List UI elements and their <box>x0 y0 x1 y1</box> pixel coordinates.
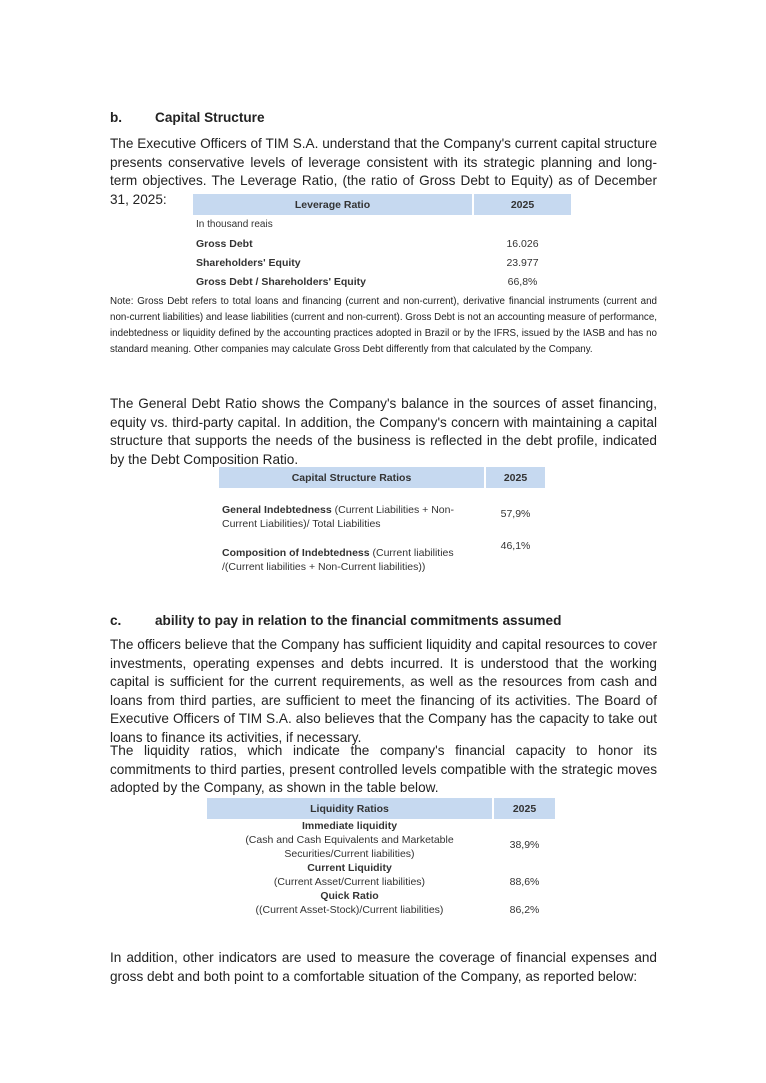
row-formula: (Current Liabilities + Non-Current Liabilities)/ Total Liabilities <box>222 504 454 530</box>
row-label <box>207 819 492 861</box>
liquidity-table <box>205 798 557 917</box>
column-header: 2025 <box>474 194 571 215</box>
row-title: Composition of Indebtedness <box>222 547 370 559</box>
row-value: 16.026 <box>506 237 539 250</box>
leverage-table <box>191 194 573 291</box>
row-label: Gross Debt / Shareholders' Equity <box>196 275 366 288</box>
row-title: Immediate liquidity <box>301 820 398 832</box>
row-label <box>219 540 484 580</box>
row-title: General Indebtedness <box>222 504 332 516</box>
column-header: 2025 <box>486 467 545 488</box>
row-label: Gross Debt <box>196 237 253 250</box>
column-header: Capital Structure Ratios <box>219 467 484 488</box>
row-formula: ((Current Asset-Stock)/Current liabilities) <box>255 904 444 916</box>
row-value: 57,9% <box>500 508 531 520</box>
note: Note: Gross Debt refers to total loans and financing (current and non-current), derivative financial instruments (current and non-current liabilities) and lease liabilities (current and non-current). Gross Debt is not an accounting measure of performance, indebtedness or liquidity defined by the accounting practices adopted in Brazil or by the IFRS, issued by the IASB and has no standard meaning. Other companies may calculate Gross Debt differently from that calculated by the Company. <box>110 296 657 355</box>
column-header: Liquidity Ratios <box>207 798 492 819</box>
row-formula: (Cash and Cash Equivalents and Marketable Securities/Current liabilities) <box>245 834 454 860</box>
row-value: 46,1% <box>500 540 531 552</box>
row-value: 86,2% <box>509 904 540 916</box>
paragraph: The officers believe that the Company has sufficient liquidity and capital resources to cover investments, operating expenses and debts incurred. It is understood that the working capital is sufficient for the current requirements, as well as the resources from cash and loans from third parties, are sufficient to meet the financing of its activities. The Board of Executive Officers of TIM S.A. also believes that the Company has the capacity to take out loans to finance its activities, if necessary. <box>110 637 657 745</box>
paragraph: In addition, other indicators are used to measure the coverage of financial expenses and gross debt and both point to a comfortable situation of the Company, as reported below: <box>110 950 657 984</box>
unit-label: In thousand reais <box>196 219 273 230</box>
section-c-heading <box>110 613 561 628</box>
row-formula: (Current Asset/Current liabilities) <box>273 876 426 888</box>
row-value: 38,9% <box>509 839 540 851</box>
paragraph: The liquidity ratios, which indicate the company's financial capacity to honor its commitments to third parties, present controlled levels compatible with the strategic moves adopted by the Company, as shown in the table below. <box>110 743 657 795</box>
row-label <box>207 889 492 917</box>
row-title: Current Liquidity <box>307 862 392 874</box>
section-b-heading <box>110 110 265 125</box>
row-value: 66,8% <box>507 275 538 288</box>
section-title: ability to pay in relation to the financial commitments assumed <box>155 613 562 628</box>
row-formula: (Current liabilities /(Current liabilities + Non-Current liabilities)) <box>222 547 454 573</box>
row-title: Quick Ratio <box>320 890 379 902</box>
column-header: 2025 <box>494 798 555 819</box>
paragraph: The General Debt Ratio shows the Company's balance in the sources of asset financing, equity vs. third-party capital. In addition, the Company's concern with maintaining a capital structure that supports the needs of the business is reflected in the debt profile, indicated by the Debt Composition Ratio. <box>110 396 657 467</box>
capital-structure-table <box>217 467 547 580</box>
section-number: b. <box>110 110 123 125</box>
row-value: 23.977 <box>506 256 539 269</box>
row-label <box>219 488 484 540</box>
paragraph: The Executive Officers of TIM S.A. understand that the Company's current capital structure presents conservative levels of leverage consistent with its strategic planning and long-term objectives. The Leverage Ratio, (the ratio of Gross Debt to Equity) as of December 31, 2025: <box>110 136 657 207</box>
row-label <box>207 861 492 889</box>
row-label: Shareholders' Equity <box>196 256 301 269</box>
row-value: 88,6% <box>509 876 540 888</box>
section-number: c. <box>110 613 122 628</box>
section-title: Capital Structure <box>155 110 265 125</box>
column-header: Leverage Ratio <box>193 194 472 215</box>
